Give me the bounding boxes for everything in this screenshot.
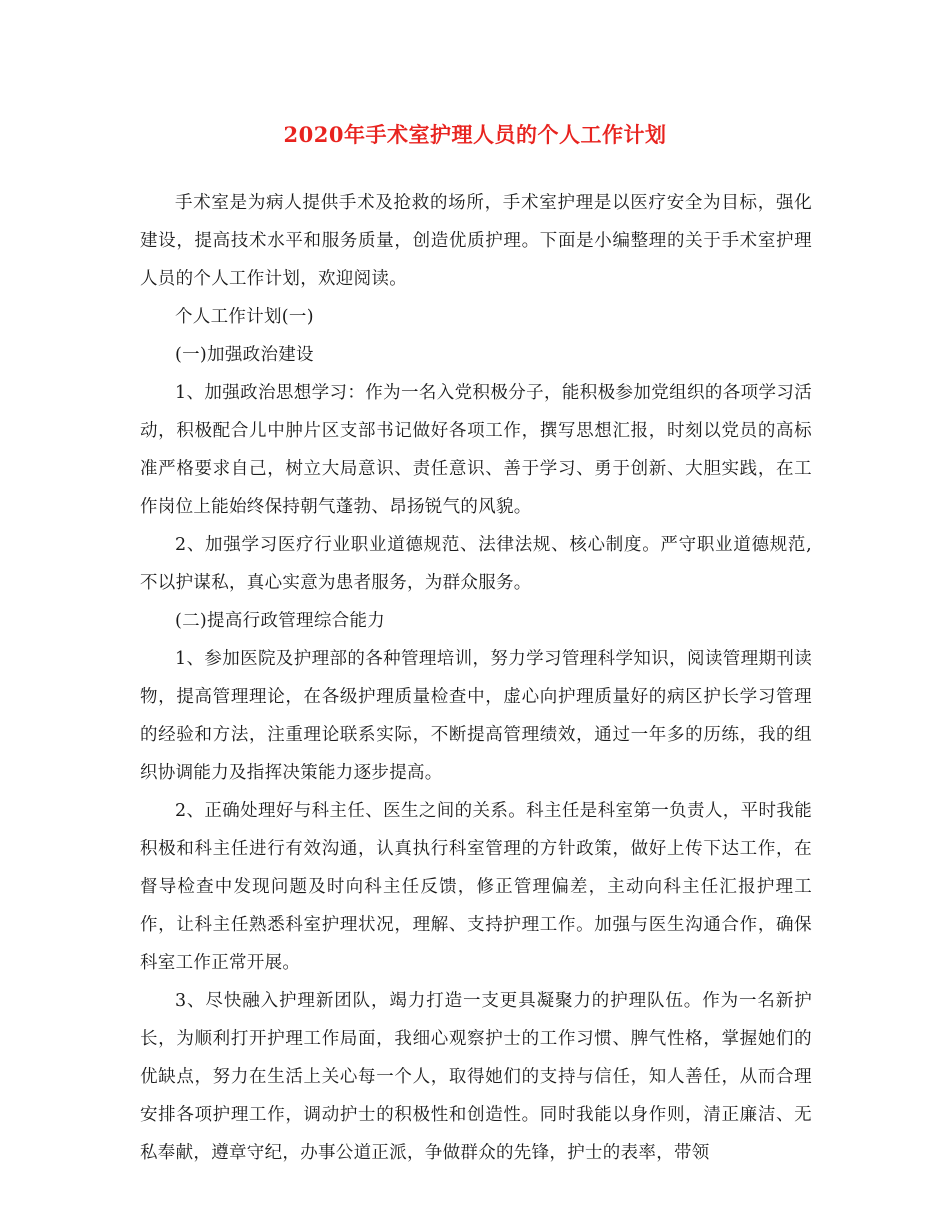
paragraph-team-building: 3、尽快融入护理新团队，竭力打造一支更具凝聚力的护理队伍。作为一名新护长，为顺利打开护理工作局面，我细心观察护士的工作习惯、脾气性格，掌握她们的优缺点，努力在生活上关心每一个人，取得她们的支持与信任，知人善任，从而合理安排各项护理工作，调动护士的积极性和创造性。同时我能以身作则，清正廉洁、无私奉献，遵章守纪，办事公道正派，争做群众的先锋，护士的表率，带领 [140,991,812,1163]
document-body [140,184,812,1172]
page-title: 2020年手术室护理人员的个人工作计划 [283,122,667,147]
paragraph-ethics-study: 2、加强学习医疗行业职业道德规范、法律法规、核心制度。严守职业道德规范,不以护谋私，真心实意为患者服务，为群众服务。 [140,535,812,593]
paragraph-management-training: 1、参加医院及护理部的各种管理培训，努力学习管理科学知识，阅读管理期刊读物，提高管理理论，在各级护理质量检查中，虚心向护理质量好的病区护长学习管理的经验和方法，注重理论联系实际，不断提高管理绩效，通过一年多的历练，我的组织协调能力及指挥决策能力逐步提高。 [140,649,812,783]
subsection-heading-management: (二)提高行政管理综合能力 [175,611,386,631]
paragraph-intro: 手术室是为病人提供手术及抢救的场所，手术室护理是以医疗安全为目标，强化建设，提高技术水平和服务质量，创造优质护理。下面是小编整理的关于手术室护理人员的个人工作计划，欢迎阅读。 [140,193,812,289]
subsection-heading-political: (一)加强政治建设 [175,345,314,365]
paragraph-director-relations: 2、正确处理好与科主任、医生之间的关系。科主任是科室第一负责人，平时我能积极和科主任进行有效沟通，认真执行科室管理的方针政策，做好上传下达工作，在督导检查中发现问题及时向科主任反馈，修正管理偏差，主动向科主任汇报护理工作，让科主任熟悉科室护理状况，理解、支持护理工作。加强与医生沟通合作，确保科室工作正常开展。 [140,801,812,973]
section-heading-plan-one: 个人工作计划(一) [175,307,314,327]
paragraph-political-study: 1、加强政治思想学习：作为一名入党积极分子，能积极参加党组织的各项学习活动，积极配合儿中肿片区支部书记做好各项工作，撰写思想汇报，时刻以党员的高标准严格要求自己，树立大局意识、责任意识、善于学习、勇于创新、大胆实践，在工作岗位上能始终保持朝气蓬勃、昂扬锐气的风貌。 [140,383,812,517]
